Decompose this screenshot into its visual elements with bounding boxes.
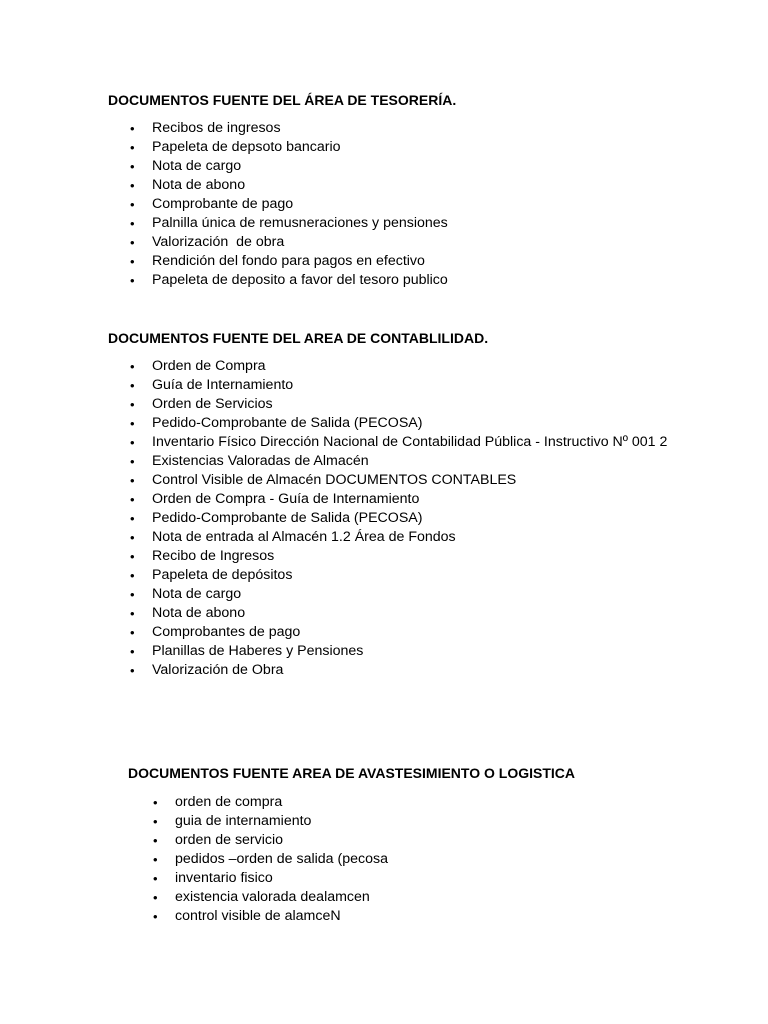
list-item-text: orden de compra <box>175 794 283 810</box>
document-list <box>130 119 712 290</box>
list-item-text: Nota de abono <box>152 177 246 193</box>
list-item <box>130 604 672 623</box>
bullet-icon: • <box>153 909 158 924</box>
list-item <box>130 195 712 214</box>
list-item <box>153 831 675 850</box>
list-item-text: Valorización de obra <box>152 234 285 250</box>
bullet-icon: • <box>130 454 135 469</box>
list-item <box>130 395 672 414</box>
list-item <box>130 157 712 176</box>
list-item-text: Nota de cargo <box>152 586 242 602</box>
bullet-icon: • <box>153 795 158 810</box>
list-item-text: Pedido-Comprobante de Salida (PECOSA) <box>152 510 423 526</box>
list-item-text: Comprobantes de pago <box>152 624 301 640</box>
bullet-icon: • <box>130 416 135 431</box>
list-item <box>130 452 672 471</box>
list-item-text: existencia valorada dealamcen <box>175 889 370 905</box>
list-item <box>130 623 672 642</box>
list-item-text: Papeleta de depósitos <box>152 567 293 583</box>
list-item <box>130 252 712 271</box>
list-item <box>153 812 675 831</box>
list-item-text: control visible de alamceN <box>175 908 341 924</box>
list-item-text: Recibos de ingresos <box>152 120 281 136</box>
bullet-icon: • <box>130 530 135 545</box>
list-item <box>153 888 675 907</box>
list-item-text: Planillas de Haberes y Pensiones <box>152 643 364 659</box>
list-item-text: Nota de abono <box>152 605 246 621</box>
list-item <box>130 547 672 566</box>
bullet-icon: • <box>130 644 135 659</box>
section-heading: DOCUMENTOS FUENTE AREA DE AVASTESIMIENTO O LOGISTICA <box>128 765 575 781</box>
bullet-icon: • <box>130 587 135 602</box>
list-item <box>130 433 672 452</box>
list-item <box>130 214 712 233</box>
list-item-text: Comprobante de pago <box>152 196 294 212</box>
list-item-text: Rendición del fondo para pagos en efectivo <box>152 253 425 269</box>
list-item <box>130 585 672 604</box>
list-item-text: Nota de entrada al Almacén 1.2 Área de Fondos <box>152 529 456 545</box>
bullet-icon: • <box>153 871 158 886</box>
list-item-text: Nota de cargo <box>152 158 242 174</box>
list-item <box>153 793 675 812</box>
bullet-icon: • <box>130 568 135 583</box>
bullet-icon: • <box>130 216 135 231</box>
bullet-icon: • <box>130 663 135 678</box>
list-item <box>130 138 712 157</box>
bullet-icon: • <box>130 197 135 212</box>
list-item <box>130 119 712 138</box>
list-item <box>130 176 712 195</box>
list-item-text: Orden de Servicios <box>152 396 273 412</box>
section-heading: DOCUMENTOS FUENTE DEL AREA DE CONTABLILIDAD. <box>108 330 489 346</box>
list-item-text: Guía de Internamiento <box>152 377 294 393</box>
list-item <box>130 509 672 528</box>
bullet-icon: • <box>130 159 135 174</box>
bullet-icon: • <box>130 473 135 488</box>
bullet-icon: • <box>130 549 135 564</box>
list-item <box>130 661 672 680</box>
list-item-text: Pedido-Comprobante de Salida (PECOSA) <box>152 415 423 431</box>
list-item-text: Existencias Valoradas de Almacén <box>152 453 369 469</box>
document-list <box>130 357 672 680</box>
list-item <box>130 490 672 509</box>
list-item-text: Orden de Compra - Guía de Internamiento <box>152 491 420 507</box>
list-item-text: Recibo de Ingresos <box>152 548 275 564</box>
section-heading: DOCUMENTOS FUENTE DEL ÁREA DE TESORERÍA. <box>108 92 457 108</box>
list-item <box>130 528 672 547</box>
list-item-text: Orden de Compra <box>152 358 266 374</box>
list-item <box>130 414 672 433</box>
list-item-text: Papeleta de deposito a favor del tesoro publico <box>152 272 448 288</box>
list-item-text: guia de internamiento <box>175 813 312 829</box>
bullet-icon: • <box>153 890 158 905</box>
bullet-icon: • <box>153 833 158 848</box>
bullet-icon: • <box>130 254 135 269</box>
bullet-icon: • <box>130 435 135 450</box>
list-item <box>130 566 672 585</box>
list-item <box>130 233 712 252</box>
list-item-text: Papeleta de depsoto bancario <box>152 139 341 155</box>
document-list <box>153 793 675 926</box>
list-item-text: Palnilla única de remusneraciones y pensiones <box>152 215 448 231</box>
list-item-text: Valorización de Obra <box>152 662 284 678</box>
bullet-icon: • <box>130 178 135 193</box>
bullet-icon: • <box>153 852 158 867</box>
bullet-icon: • <box>130 625 135 640</box>
bullet-icon: • <box>130 511 135 526</box>
bullet-icon: • <box>130 492 135 507</box>
bullet-icon: • <box>130 235 135 250</box>
list-item <box>130 357 672 376</box>
bullet-icon: • <box>130 397 135 412</box>
list-item <box>130 471 672 490</box>
bullet-icon: • <box>130 121 135 136</box>
list-item <box>130 376 672 395</box>
list-item-text: pedidos –orden de salida (pecosa <box>175 851 388 867</box>
bullet-icon: • <box>130 606 135 621</box>
bullet-icon: • <box>130 359 135 374</box>
bullet-icon: • <box>130 140 135 155</box>
bullet-icon: • <box>130 273 135 288</box>
list-item <box>153 869 675 888</box>
list-item-text: inventario fisico <box>175 870 273 886</box>
bullet-icon: • <box>153 814 158 829</box>
list-item <box>130 642 672 661</box>
list-item-text: Inventario Físico Dirección Nacional de Contabilidad Pública - Instructivo Nº 001 2 <box>152 434 668 450</box>
list-item <box>130 271 712 290</box>
list-item <box>153 850 675 869</box>
list-item-text: orden de servicio <box>175 832 284 848</box>
bullet-icon: • <box>130 378 135 393</box>
list-item-text: Control Visible de Almacén DOCUMENTOS CONTABLES <box>152 472 517 488</box>
list-item <box>153 907 675 926</box>
